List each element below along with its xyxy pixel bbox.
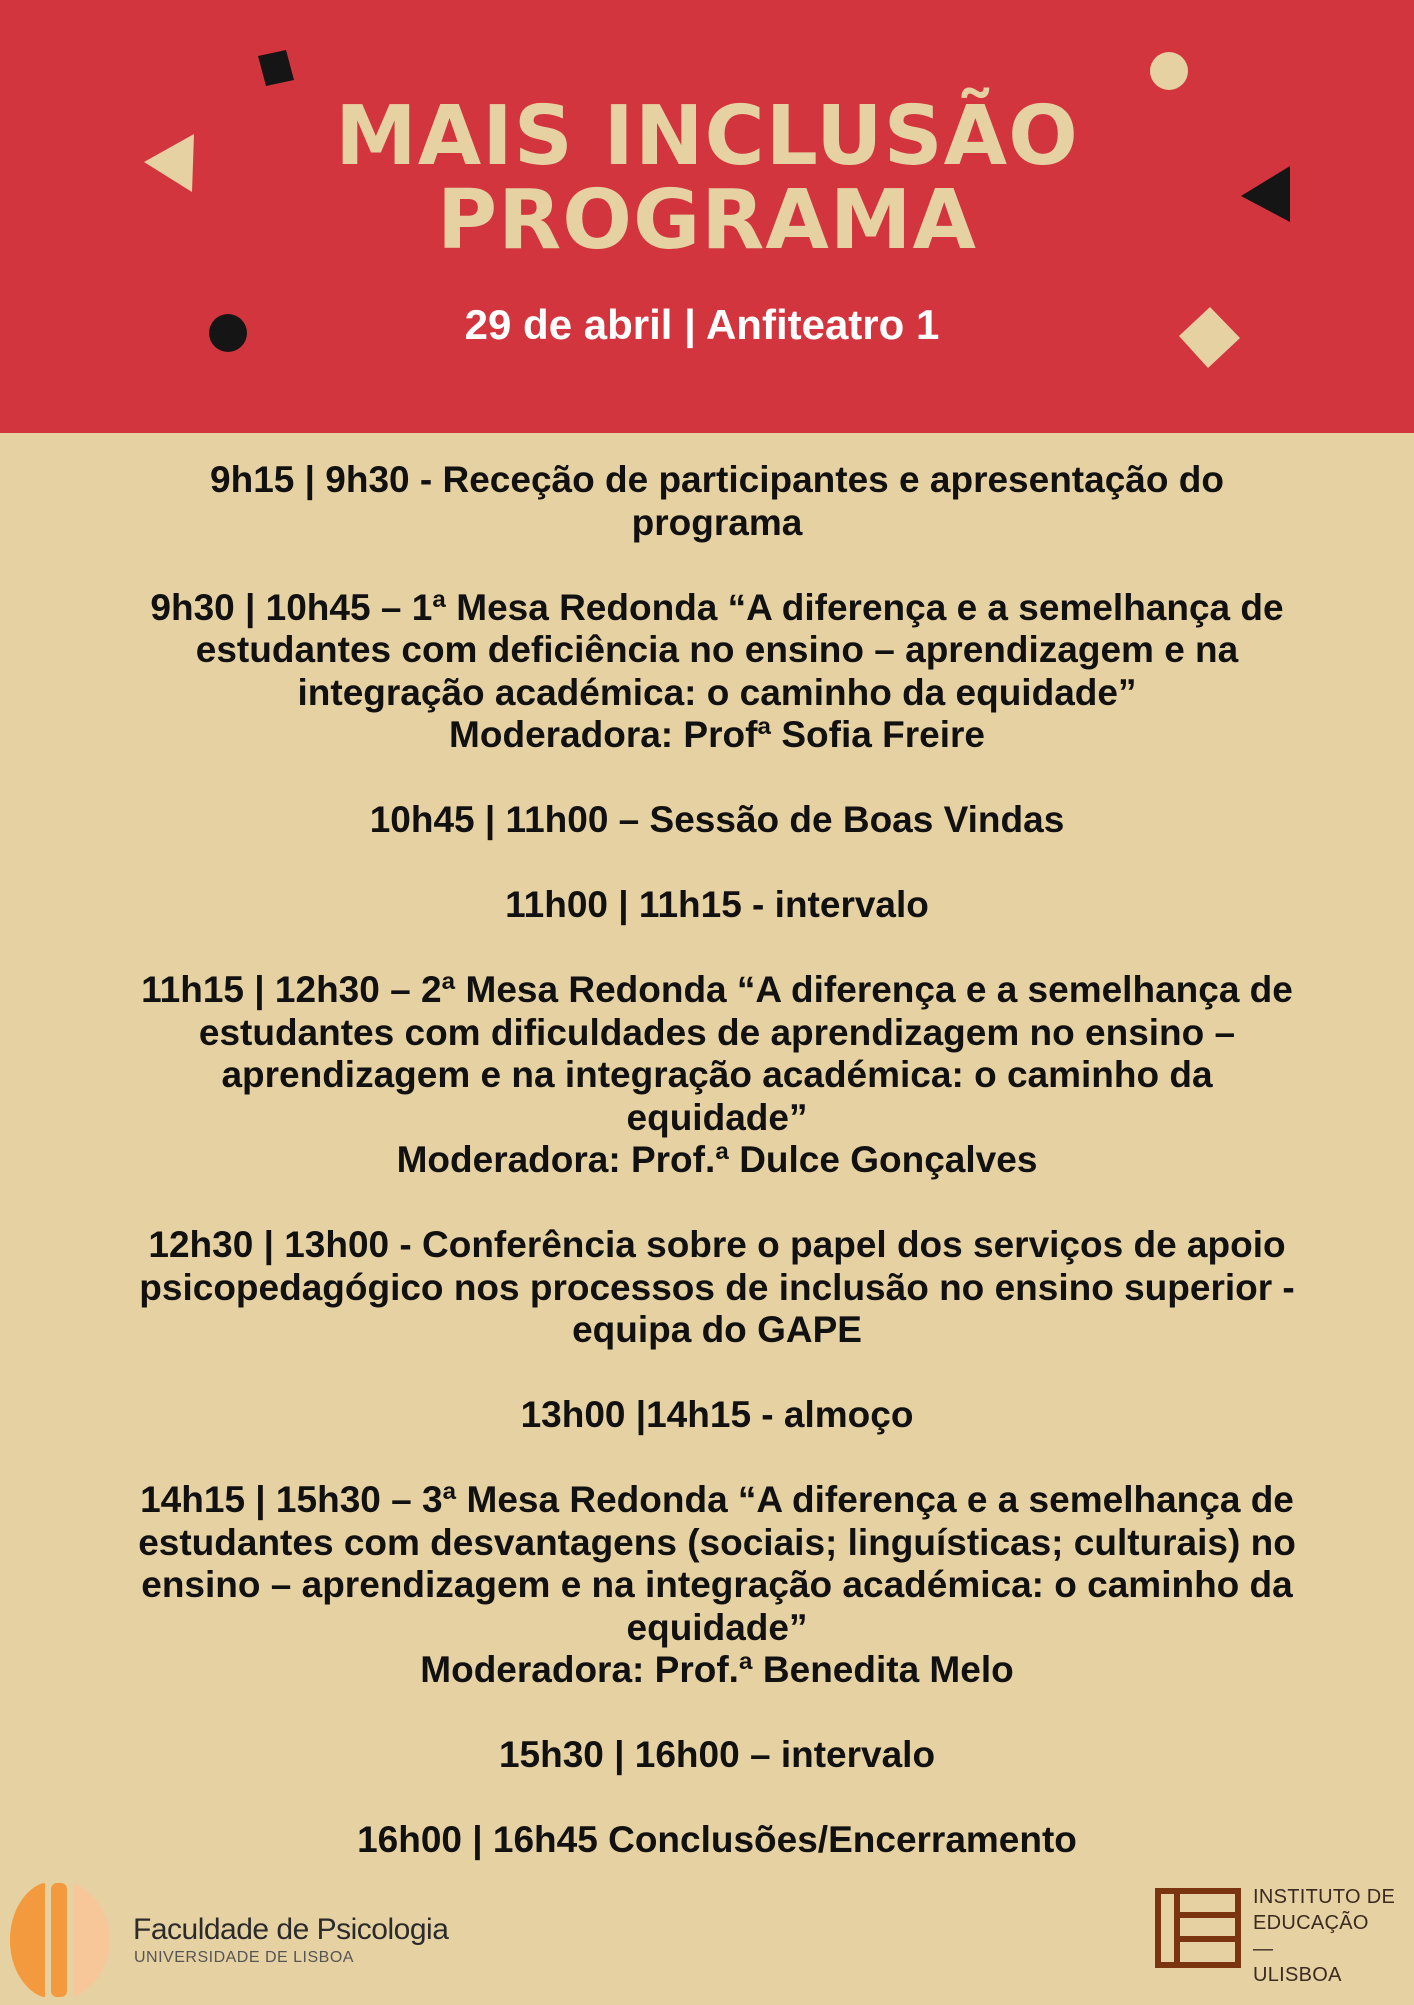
schedule-item-line: programa (631, 501, 803, 543)
universidade-name: UNIVERSIDADE DE LISBOA (134, 1949, 354, 1966)
schedule-item-line: 10h45 | 11h00 – Sessão de Boas Vindas (369, 799, 1065, 840)
schedule-item (70, 1734, 1364, 1777)
ie-line-3: — (1253, 1938, 1274, 1960)
faculdade-psicologia-logo-icon (0, 1880, 120, 2000)
title-line-2: PROGRAMA (437, 173, 977, 268)
ie-line-1: INSTITUTO DE (1253, 1886, 1396, 1908)
schedule-item-line: Moderadora: Profª Sofia Freire (449, 714, 985, 755)
schedule-item (70, 969, 1364, 1182)
faculdade-name: Faculdade de Psicologia (133, 1913, 449, 1946)
schedule-item-line: 14h15 | 15h30 – 3ª Mesa Redonda “A diferença e a semelhança de (140, 1479, 1294, 1520)
schedule-item (70, 1394, 1364, 1437)
schedule-item-line: equidade” (626, 1606, 808, 1648)
instituto-educacao-logo-icon (1155, 1888, 1241, 1968)
schedule-item (70, 884, 1364, 927)
ie-line-2: EDUCAÇÃO (1253, 1912, 1369, 1934)
schedule-item-line: Moderadora: Prof.ª Benedita Melo (420, 1649, 1014, 1690)
ie-line-4: ULISBOA (1253, 1964, 1342, 1986)
schedule-item (70, 799, 1364, 842)
schedule-item-line: estudantes com desvantagens (sociais; linguísticas; culturais) no (138, 1521, 1296, 1563)
schedule-item-line: estudantes com dificuldades de aprendizagem no ensino – (198, 1011, 1236, 1053)
schedule-item-line: 13h00 |14h15 - almoço (520, 1394, 914, 1435)
event-date-venue: 29 de abril | Anfiteatro 1 (464, 301, 940, 348)
schedule-item-line: 11h00 | 11h15 - intervalo (505, 884, 929, 925)
cream-circle-icon (1148, 50, 1192, 94)
schedule-item-line: estudantes com deficiência no ensino – aprendizagem e na (195, 629, 1239, 670)
schedule-item-line: ensino – aprendizagem e na integração académica: o caminho da (141, 1564, 1293, 1605)
schedule-item-line: 11h15 | 12h30 – 2ª Mesa Redonda “A diferença e a semelhança de (141, 969, 1293, 1010)
schedule-item-line: aprendizagem e na integração académica: o caminho da (221, 1054, 1213, 1095)
schedule-item-line: equipa do GAPE (572, 1309, 862, 1350)
title-line-1: MAIS INCLUSÃO (335, 89, 1079, 184)
schedule-item-line: equidade” (626, 1096, 808, 1138)
schedule-item-line: integração académica: o caminho da equidade” (297, 671, 1137, 713)
schedule-item-line: psicopedagógico nos processos de inclusão no ensino superior - (139, 1266, 1295, 1308)
schedule-item-line: 16h00 | 16h45 Conclusões/Encerramento (357, 1819, 1077, 1860)
schedule-item (70, 459, 1364, 544)
schedule-item-line: Moderadora: Prof.ª Dulce Gonçalves (396, 1139, 1038, 1180)
dark-square-shape-icon (252, 50, 300, 94)
header-banner (0, 0, 1414, 433)
schedule-item (70, 1224, 1364, 1352)
schedule-item (70, 587, 1364, 757)
page-title (0, 89, 1414, 268)
schedule-item-line: 9h30 | 10h45 – 1ª Mesa Redonda “A diferença e a semelhança de (150, 586, 1284, 628)
schedule-item-line: 12h30 | 13h00 - Conferência sobre o papel dos serviços de apoio (148, 1224, 1286, 1265)
program-schedule (70, 459, 1364, 1904)
schedule-item (70, 1479, 1364, 1692)
schedule-item-line: 9h15 | 9h30 - Receção de participantes e apresentação do (210, 459, 1224, 500)
schedule-item-line: 15h30 | 16h00 – intervalo (498, 1734, 936, 1775)
schedule-item (70, 1819, 1364, 1862)
instituto-educacao-wordmark (1253, 1884, 1395, 1988)
